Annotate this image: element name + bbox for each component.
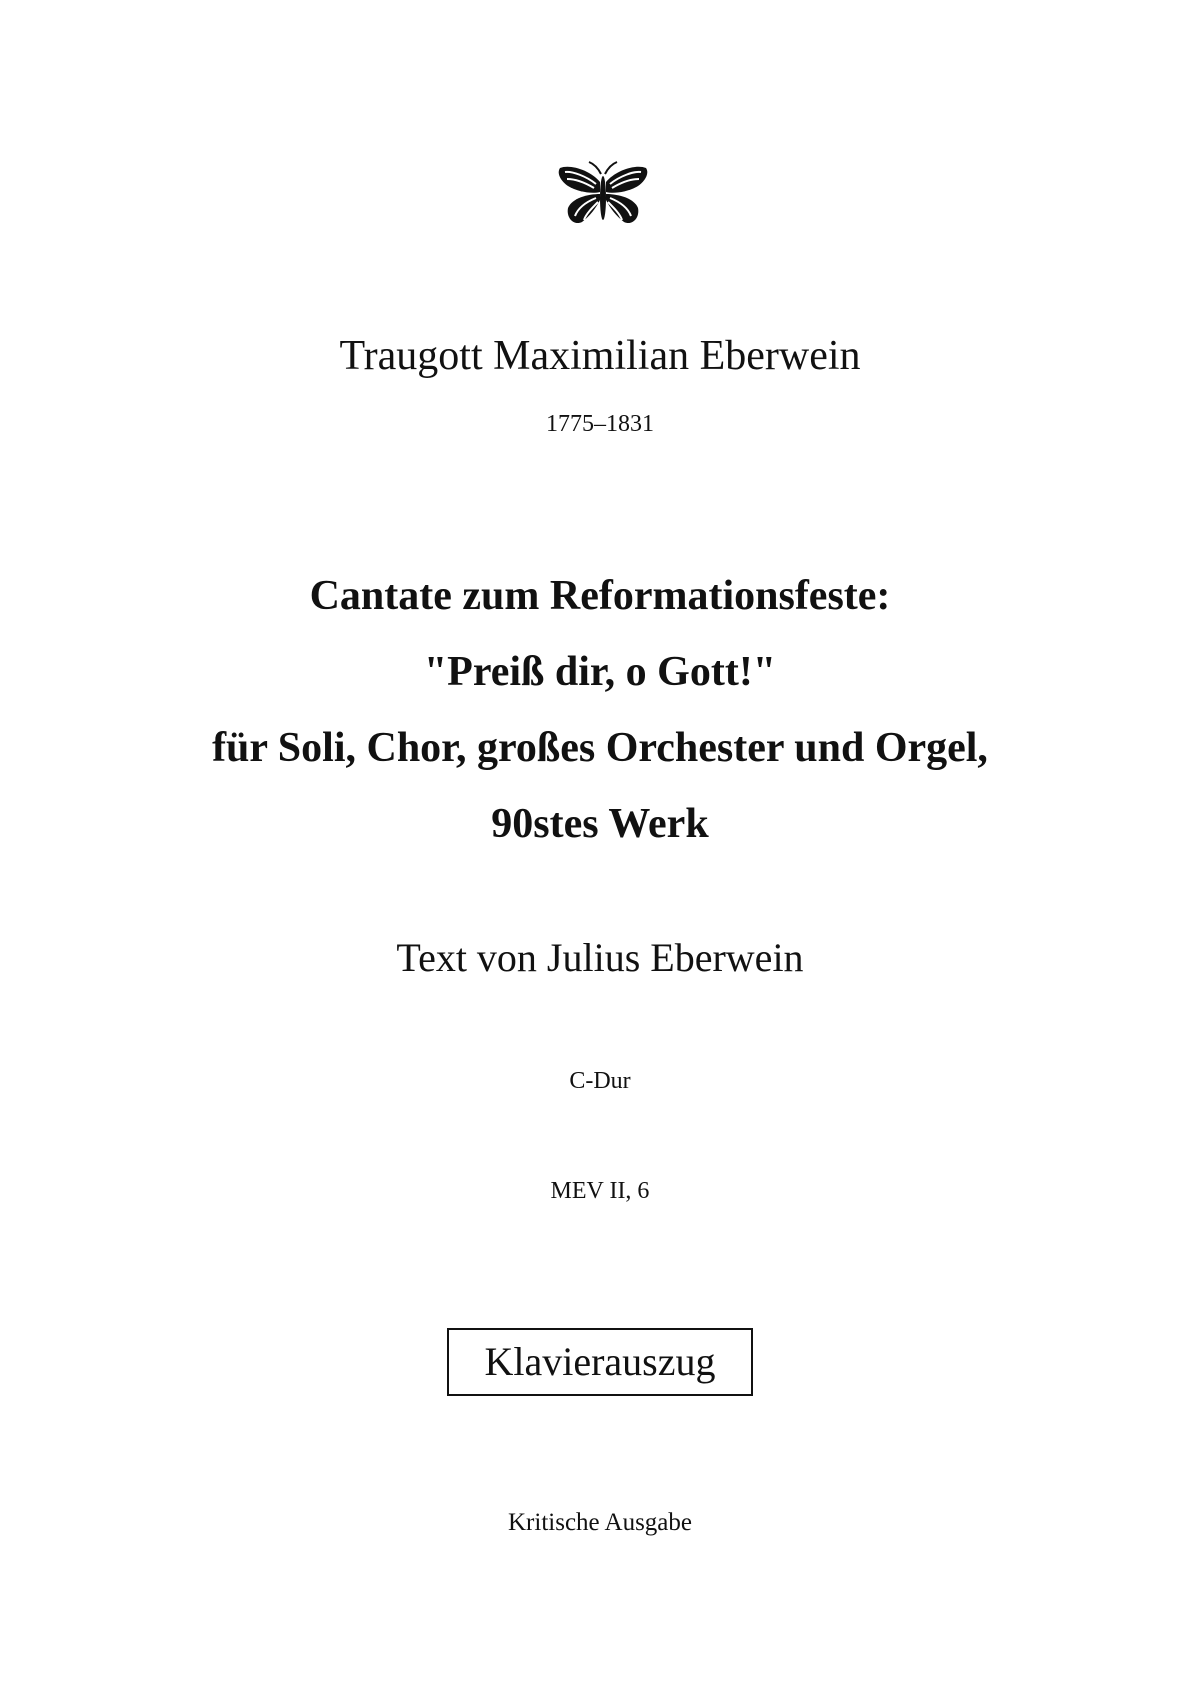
catalog-number: MEV II, 6 — [550, 1178, 650, 1204]
work-title-line-3: für Soli, Chor, großes Orchester und Orgel, — [212, 725, 988, 771]
edition-note: Kritische Ausgabe — [508, 1509, 692, 1536]
text-credit: Text von Julius Eberwein — [396, 935, 804, 980]
work-title-line-1: Cantate zum Reformationsfeste: — [309, 573, 891, 619]
work-title-line-4: 90stes Werk — [491, 801, 709, 847]
butterfly-icon — [556, 160, 650, 228]
work-title-line-2: "Preiß dir, o Gott!" — [423, 649, 777, 695]
composer-dates: 1775–1831 — [546, 411, 654, 437]
composer-name: Traugott Maximilian Eberwein — [339, 333, 861, 379]
edition-type-box: Klavierauszug — [447, 1328, 753, 1396]
key-signature: C-Dur — [569, 1068, 631, 1094]
